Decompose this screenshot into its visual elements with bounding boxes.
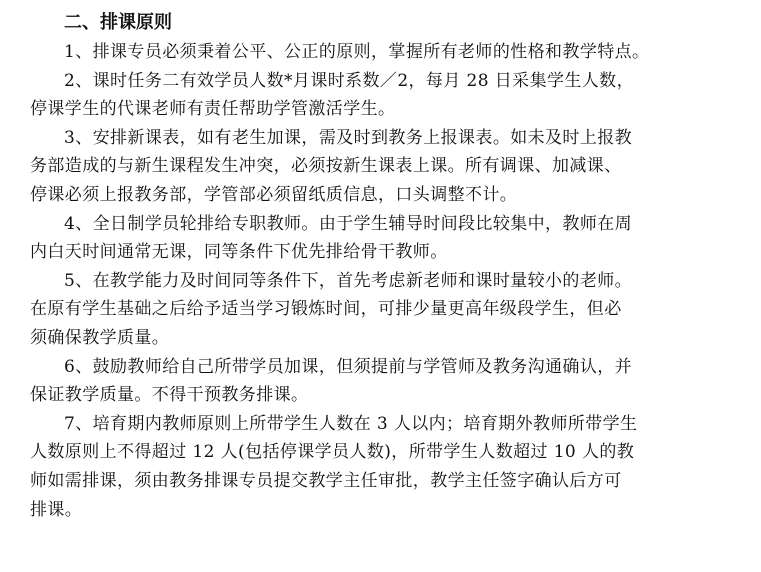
paragraph-line: 停课学生的代课老师有责任帮助学管激活学生。	[30, 99, 396, 120]
paragraph-line: 师如需排课，须由教务排课专员提交教学主任审批，教学主任签字确认后方可	[30, 470, 622, 491]
document-body	[30, 8, 755, 524]
paragraph-line: 在原有学生基础之后给予适当学习锻炼时间，可排少量更高年级段学生，但必	[30, 299, 622, 320]
paragraph-line: 人数原则上不得超过 12 人(包括停课学员人数)，所带学生人数超过 10 人的教	[30, 442, 635, 463]
paragraph-line: 3、安排新课表，如有老生加课，需及时到教务上报课表。如未及时上报教	[64, 127, 633, 148]
paragraph-line: 排课。	[30, 499, 83, 520]
paragraph-4	[30, 210, 755, 267]
paragraph-line: 务部造成的与新生课程发生冲突，必须按新生课表上课。所有调课、加减课、	[30, 156, 622, 177]
paragraph-7	[30, 410, 755, 524]
paragraph-1	[30, 38, 755, 67]
paragraph-line: 2、课时任务二有效学员人数*月课时系数／2，每月 28 日采集学生人数，	[64, 70, 634, 91]
paragraph-line: 6、鼓励教师给自己所带学员加课，但须提前与学管师及教务沟通确认，并	[64, 356, 633, 377]
paragraph-line: 5、在教学能力及时间同等条件下，首先考虑新老师和课时量较小的老师。	[64, 270, 633, 291]
paragraph-line: 保证教学质量。不得干预教务排课。	[30, 385, 309, 406]
paragraph-2	[30, 67, 755, 124]
paragraph-line: 1、排课专员必须秉着公平、公正的原则，掌握所有老师的性格和教学特点。	[64, 42, 650, 62]
paragraph-line: 停课必须上报教务部，学管部必须留纸质信息，口头调整不计。	[30, 184, 518, 205]
paragraph-5	[30, 267, 755, 353]
paragraph-line: 须确保教学质量。	[30, 327, 170, 348]
section-heading: 二、排课原则	[64, 12, 172, 33]
paragraph-line: 7、培育期内教师原则上所带学生人数在 3 人以内；培育期外教师所带学生	[64, 413, 638, 434]
paragraph-line: 内白天时间通常无课，同等条件下优先排给骨干教师。	[30, 242, 448, 263]
paragraph-6	[30, 353, 755, 410]
paragraph-3	[30, 124, 755, 210]
paragraph-line: 4、全日制学员轮排给专职教师。由于学生辅导时间段比较集中，教师在周	[64, 213, 633, 234]
